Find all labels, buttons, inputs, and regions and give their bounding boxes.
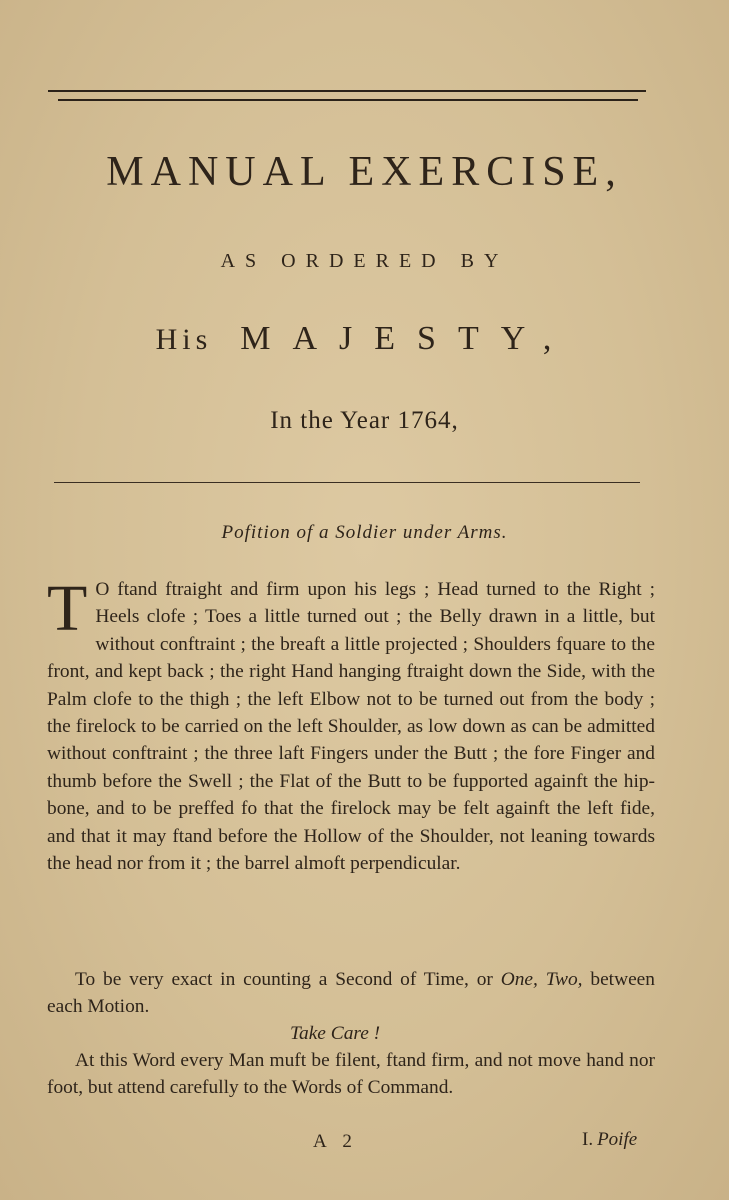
catchword-number: I. xyxy=(582,1129,594,1150)
timing-text-b: between each Motion. xyxy=(47,969,655,1018)
page-title: MANUAL EXERCISE, xyxy=(106,149,623,195)
majesty-line xyxy=(0,320,729,358)
timing-text-a: To be very exact in counting a Second of Time, or xyxy=(75,969,493,990)
paragraph-position xyxy=(47,572,655,877)
catchword-word: Poife xyxy=(597,1129,638,1150)
his-word: His xyxy=(155,323,213,356)
subtitle: AS ORDERED BY xyxy=(220,250,509,272)
section-divider-rule xyxy=(54,482,640,483)
command-take-care: Take Care ! xyxy=(290,1023,381,1044)
paragraph-take-care: At this Word every Man muft be filent, ftand firm, and not move hand nor foot, but attend carefully to the Words of Command. xyxy=(47,1050,655,1099)
paragraph-position-text: O ftand ftraight and firm upon his legs ; Head turned to the Right ; Heels clofe ; Toes a little turned out ; the Belly drawn in a little, but without conftraint ; the breaft a little projected ; Shoulders fquare to the front, and kept back ; the right Hand hanging ftraight down the Side, with the Palm clofe to the thigh ; the left Elbow not to be turned out from the body ; the firelock to be carried on the left Shoulder, as low down as can be admitted without conftraint ; the three laft Fingers under the Butt ; the fore Finger and thumb before the Swell ; the Flat of the Butt to be fupported againft the hip-bone, and to be preffed fo that the firelock may be felt againft the left fide, and that it may ftand before the Hollow of the Shoulder, not leaning towards the head nor from it ; the barrel almoft perpendicular. xyxy=(47,579,655,875)
top-double-rule-lower xyxy=(58,99,638,101)
paragraph-timing xyxy=(47,966,655,1021)
majesty-word: MAJESTY, xyxy=(240,320,574,357)
top-double-rule-upper xyxy=(48,90,646,92)
timing-two: Two, xyxy=(545,969,583,990)
timing-one: One, xyxy=(500,969,538,990)
catchword xyxy=(582,1129,637,1151)
section-heading: Pofition of a Soldier under Arms. xyxy=(221,522,508,543)
signature-mark: A 2 xyxy=(313,1131,358,1152)
drop-cap: T xyxy=(47,572,88,645)
year-line: In the Year 1764, xyxy=(270,407,459,434)
